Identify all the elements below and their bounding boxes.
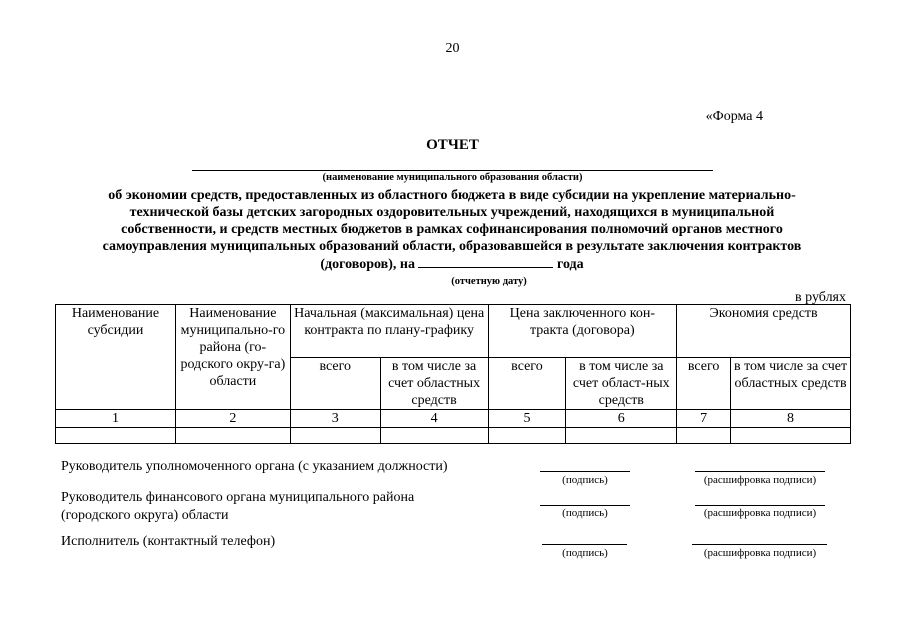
header-savings: Экономия средств <box>677 305 851 358</box>
report-date-blank <box>418 255 553 268</box>
subtitle-line: самоуправления муниципальных образований области, образовавшейся в результате заключения контрактов <box>102 239 802 254</box>
subheader-total: всего <box>290 358 380 410</box>
data-cell[interactable] <box>488 428 566 444</box>
data-cell[interactable] <box>731 428 851 444</box>
signature-line[interactable] <box>542 544 627 545</box>
header-contract-price: Цена заключенного кон-тракта (договора) <box>488 305 677 358</box>
empty-data-row <box>56 428 851 444</box>
data-cell[interactable] <box>677 428 731 444</box>
signature-decode-line[interactable] <box>692 544 827 545</box>
signature-decode-caption: (расшифровка подписи) <box>703 547 817 559</box>
signature-decode-caption: (расшифровка подписи) <box>703 474 817 486</box>
signature-caption: (подпись) <box>562 474 608 486</box>
column-number: 7 <box>677 410 731 428</box>
signature-caption: (подпись) <box>562 547 608 559</box>
report-table <box>55 304 851 444</box>
signature-label-finance: Руководитель финансового органа муниципального района (городского округа) области <box>61 490 415 523</box>
header-subsidy: Наименование субсидии <box>56 305 176 410</box>
subtitle-line-date <box>52 255 852 273</box>
subheader-regional: в том числе за счет област-ных средств <box>566 358 677 410</box>
column-number-row <box>56 410 851 428</box>
signature-caption: (подпись) <box>562 507 608 519</box>
header-initial-price: Начальная (максимальная) цена контракта по плану-графику <box>290 305 488 358</box>
subheader-total: всего <box>677 358 731 410</box>
column-number: 4 <box>380 410 488 428</box>
page-number: 20 <box>445 41 460 56</box>
column-number: 5 <box>488 410 566 428</box>
document-subtitle <box>52 187 852 273</box>
column-number: 1 <box>56 410 176 428</box>
data-cell[interactable] <box>566 428 677 444</box>
column-number: 3 <box>290 410 380 428</box>
subtitle-date-prefix: (договоров), на <box>320 257 415 272</box>
form-label: «Форма 4 <box>705 109 763 124</box>
table-header-row <box>56 305 851 358</box>
data-cell[interactable] <box>380 428 488 444</box>
municipality-name-line <box>192 170 713 171</box>
subtitle-date-suffix: года <box>556 257 584 272</box>
signature-decode-line[interactable] <box>695 505 825 506</box>
units-label: в рублях <box>795 290 846 305</box>
subheader-total: всего <box>488 358 566 410</box>
subtitle-line: собственности, и средств местных бюджетов в рамках софинансирования полномочий органов местного <box>121 222 783 237</box>
column-number: 6 <box>566 410 677 428</box>
subtitle-line: об экономии средств, предоставленных из областного бюджета в виде субсидии на укрепление материально- <box>108 188 796 203</box>
signature-label-head: Руководитель уполномоченного органа (с указанием должности) <box>61 459 448 474</box>
signature-decode-caption: (расшифровка подписи) <box>703 507 817 519</box>
subtitle-line: технической базы детских загородных оздоровительных учреждений, находящихся в муниципальной <box>129 205 775 220</box>
signature-line[interactable] <box>540 471 630 472</box>
municipality-caption: (наименование муниципального образования области) <box>322 172 583 183</box>
data-cell[interactable] <box>56 428 176 444</box>
document-title: ОТЧЕТ <box>426 137 479 153</box>
subheader-regional: в том числе за счет областных средств <box>380 358 488 410</box>
column-number: 2 <box>175 410 290 428</box>
signature-decode-line[interactable] <box>695 471 825 472</box>
data-cell[interactable] <box>290 428 380 444</box>
header-district: Наименование муниципально-го района (го-родского окру-га) области <box>175 305 290 410</box>
signature-line[interactable] <box>540 505 630 506</box>
date-caption: (отчетную дату) <box>451 276 527 287</box>
signature-label-executor: Исполнитель (контактный телефон) <box>61 534 276 549</box>
subheader-regional: в том числе за счет областных средств <box>731 358 851 410</box>
data-cell[interactable] <box>175 428 290 444</box>
column-number: 8 <box>731 410 851 428</box>
